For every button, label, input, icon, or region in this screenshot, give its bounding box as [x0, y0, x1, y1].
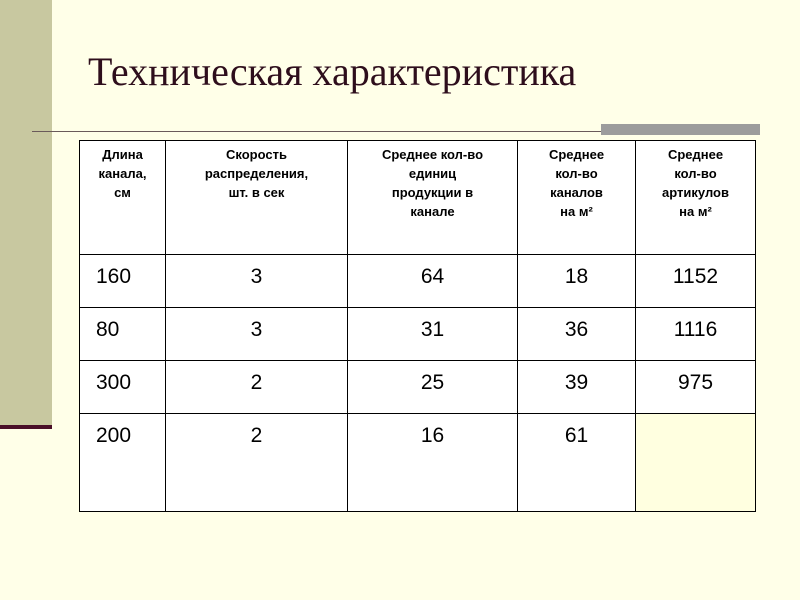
table-cell: 3 [166, 308, 348, 361]
table-row [80, 255, 756, 308]
header-text: Скорость [226, 147, 287, 162]
header-text: Среднее кол-во [381, 147, 484, 162]
header-text: артикулов [662, 185, 729, 200]
header-text: канала, [98, 166, 147, 181]
table-cell: 25 [348, 361, 518, 414]
table-cell: 18 [518, 255, 636, 308]
header-text: шт. в сек [228, 185, 285, 200]
header-text: Длина [102, 147, 143, 162]
table-cell: 39 [518, 361, 636, 414]
header-text: кол-во [555, 166, 598, 181]
title-accent-bar [601, 124, 760, 135]
header-text: см [114, 185, 131, 200]
spec-table [79, 140, 756, 512]
table-cell: 975 [636, 361, 756, 414]
header-text: единиц [408, 166, 457, 181]
side-decor-line [0, 425, 52, 429]
side-decor-bar [0, 0, 52, 425]
header-text: Среднее [548, 147, 605, 162]
table-header-row [80, 141, 756, 255]
table-cell: 1116 [636, 308, 756, 361]
table-cell: 31 [348, 308, 518, 361]
header-text: на м² [560, 204, 593, 219]
header-text: на м² [679, 204, 712, 219]
table-cell: 1152 [636, 255, 756, 308]
table-cell: 80 [80, 308, 166, 361]
table-cell: 300 [80, 361, 166, 414]
header-distribution-speed [166, 141, 348, 255]
header-text: распределения, [204, 166, 309, 181]
page-title: Техническая характеристика [88, 49, 577, 94]
header-channel-length [80, 141, 166, 255]
table-cell-empty [636, 414, 756, 512]
table-cell: 200 [80, 414, 166, 512]
table-cell: 61 [518, 414, 636, 512]
table-cell: 160 [80, 255, 166, 308]
table-cell: 16 [348, 414, 518, 512]
header-text: кол-во [674, 166, 717, 181]
table-row [80, 414, 756, 512]
header-text: продукции в [391, 185, 474, 200]
table-row [80, 308, 756, 361]
header-text: канале [410, 204, 455, 219]
table-cell: 2 [166, 361, 348, 414]
header-text: каналов [550, 185, 603, 200]
header-avg-units [348, 141, 518, 255]
table-cell: 64 [348, 255, 518, 308]
header-avg-articles [636, 141, 756, 255]
table-cell: 3 [166, 255, 348, 308]
table-cell: 36 [518, 308, 636, 361]
header-text: Среднее [667, 147, 724, 162]
table-row [80, 361, 756, 414]
table-cell: 2 [166, 414, 348, 512]
header-avg-channels [518, 141, 636, 255]
